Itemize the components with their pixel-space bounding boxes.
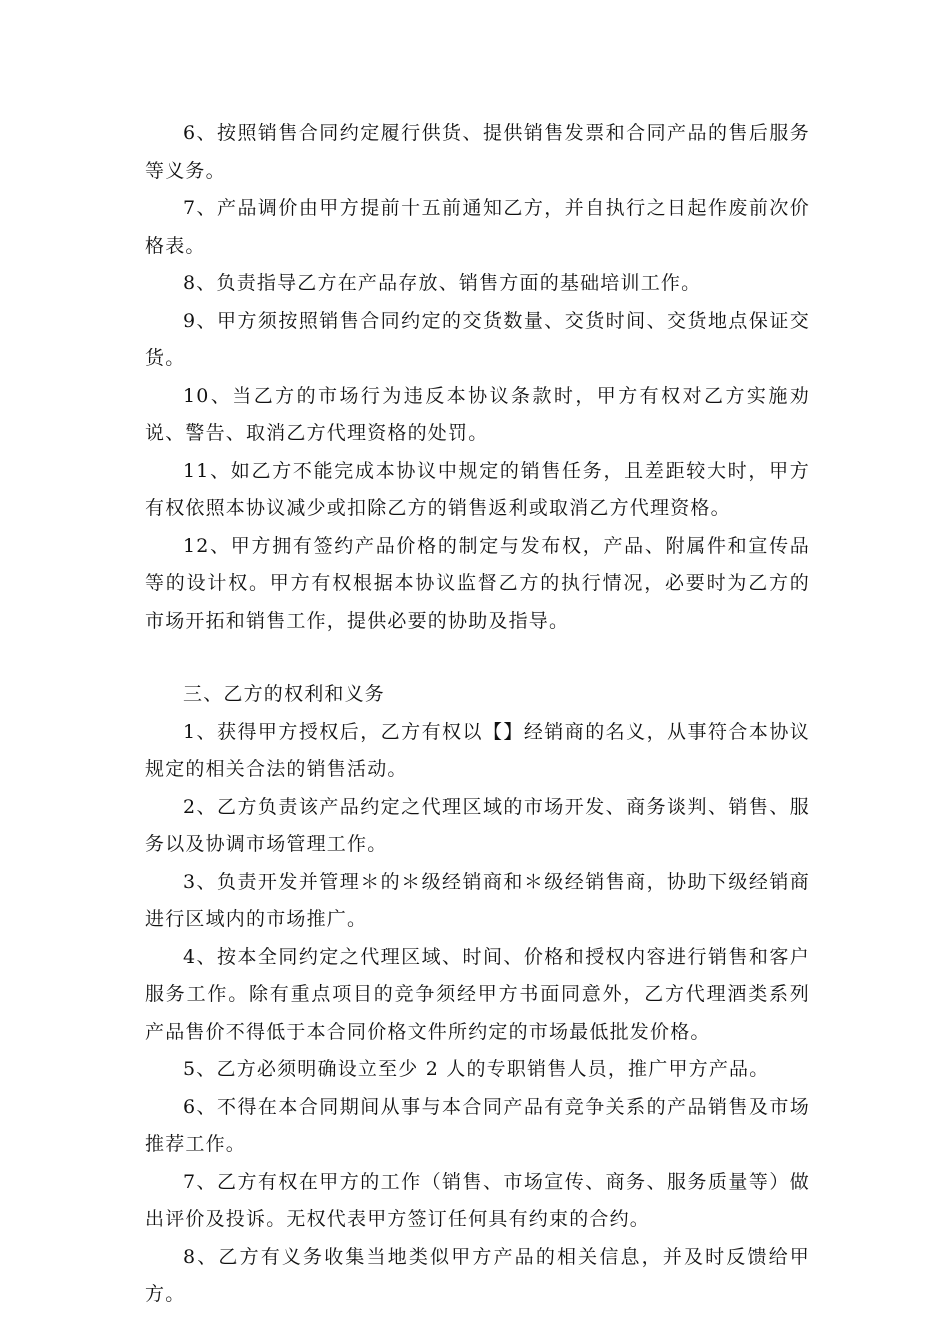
clause-party-a-10: 10、当乙方的市场行为违反本协议条款时，甲方有权对乙方实施劝说、警告、取消乙方代理资格的处罚。 (145, 384, 810, 444)
clause-party-a-8: 8、负责指导乙方在产品存放、销售方面的基础培训工作。 (183, 272, 702, 294)
clause-party-a-9: 9、甲方须按照销售合同约定的交货数量、交货时间、交货地点保证交货。 (145, 309, 810, 369)
clause-party-a-6: 6、按照销售合同约定履行供货、提供销售发票和合同产品的售后服务等义务。 (145, 122, 810, 182)
clause-party-a-12: 12、甲方拥有签约产品价格的制定与发布权，产品、附属件和宣传品等的设计权。甲方有权根据本协议监督乙方的执行情况，必要时为乙方的市场开拓和销售工作，提供必要的协助及指导。 (145, 534, 810, 632)
clause-party-b-5: 5、乙方必须明确设立至少 2 人的专职销售人员，推广甲方产品。 (183, 1058, 770, 1080)
clause-party-b-8: 8、乙方有义务收集当地类似甲方产品的相关信息，并及时反馈给甲方。 (145, 1245, 810, 1305)
clause-party-b-6: 6、不得在本合同期间从事与本合同产品有竞争关系的产品销售及市场推荐工作。 (145, 1095, 810, 1155)
clause-party-b-1: 1、获得甲方授权后，乙方有权以【】经销商的名义，从事符合本协议规定的相关合法的销售活动。 (145, 720, 810, 780)
clause-party-b-3: 3、负责开发并管理＊的＊级经销商和＊级经销售商，协助下级经销商进行区域内的市场推广。 (145, 870, 810, 930)
section-three-heading: 三、乙方的权利和义务 (183, 683, 386, 705)
clause-party-b-4: 4、按本全同约定之代理区域、时间、价格和授权内容进行销售和客户服务工作。除有重点项目的竞争须经甲方书面同意外，乙方代理酒类系列产品售价不得低于本合同价格文件所约定的市场最低批发价格。 (145, 945, 810, 1043)
section-spacer (145, 640, 810, 676)
clause-party-b-7: 7、乙方有权在甲方的工作（销售、市场宣传、商务、服务质量等）做出评价及投诉。无权代表甲方签订任何具有约束的合约。 (145, 1170, 810, 1230)
clause-party-a-11: 11、如乙方不能完成本协议中规定的销售任务，且差距较大时，甲方有权依照本协议减少或扣除乙方的销售返利或取消乙方代理资格。 (145, 459, 810, 519)
document-body (145, 115, 810, 1314)
clause-party-b-2: 2、乙方负责该产品约定之代理区域的市场开发、商务谈判、销售、服务以及协调市场管理工作。 (145, 795, 810, 855)
clause-party-a-7: 7、产品调价由甲方提前十五前通知乙方，并自执行之日起作废前次价格表。 (145, 197, 810, 257)
